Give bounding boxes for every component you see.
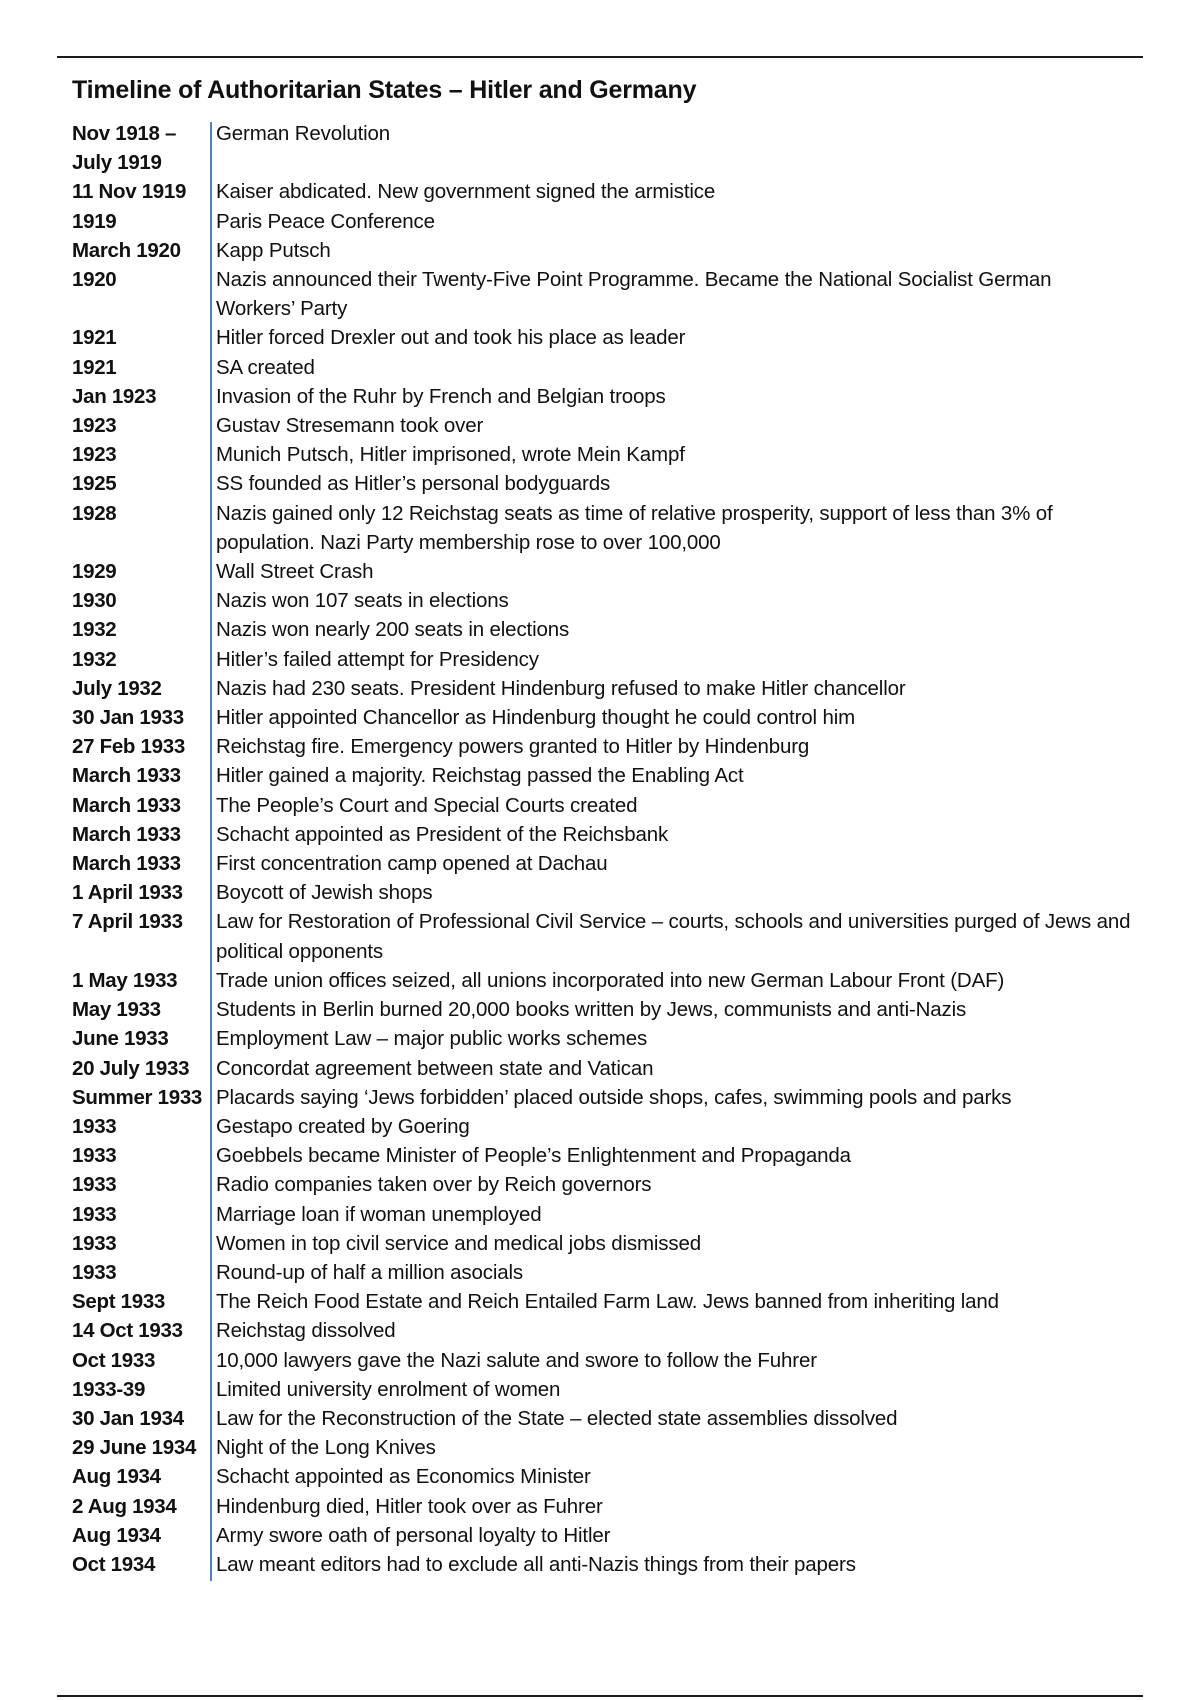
- entry-event: Placards saying ‘Jews forbidden’ placed outside shops, cafes, swimming pools and parks: [216, 1085, 1012, 1109]
- entry-date: 7 April 1933: [72, 910, 183, 934]
- timeline-list: [72, 119, 1132, 1579]
- entry-date: 1921: [72, 355, 117, 379]
- entry-date: July 1932: [72, 676, 162, 700]
- entry-event: Munich Putsch, Hitler imprisoned, wrote Mein Kampf: [216, 443, 685, 467]
- entry-date: 27 Feb 1933: [72, 735, 185, 759]
- entry-date: March 1933: [72, 822, 181, 846]
- entry-event: Hitler forced Drexler out and took his place as leader: [216, 326, 686, 350]
- timeline-entry: [72, 1521, 1132, 1550]
- entry-date: 1933: [72, 1202, 117, 1226]
- entry-date: 1933: [72, 1144, 117, 1168]
- entry-date: Summer 1933: [72, 1085, 203, 1109]
- entry-event: Reichstag fire. Emergency powers granted to Hitler by Hindenburg: [216, 735, 810, 759]
- timeline-entry: [72, 1316, 1132, 1345]
- entry-date: 1930: [72, 589, 117, 613]
- entry-date: June 1933: [72, 1027, 169, 1051]
- entry-date: 1932: [72, 618, 117, 642]
- timeline-entry: [72, 353, 1132, 382]
- entry-event: Gestapo created by Goering: [216, 1114, 470, 1138]
- entry-event: Hitler gained a majority. Reichstag passed the Enabling Act: [216, 764, 744, 788]
- timeline-entry: [72, 440, 1132, 469]
- entry-date: 1932: [72, 647, 117, 671]
- entry-event: Goebbels became Minister of People’s Enlightenment and Propaganda: [216, 1144, 851, 1168]
- entry-event: Concordat agreement between state and Vatican: [216, 1056, 654, 1080]
- entry-date: 1923: [72, 414, 117, 438]
- entry-event: First concentration camp opened at Dachau: [216, 852, 608, 876]
- entry-date: March 1933: [72, 764, 181, 788]
- entry-date: March 1920: [72, 238, 181, 262]
- entry-date: Aug 1934: [72, 1465, 161, 1489]
- timeline-entry: [72, 265, 1132, 323]
- entry-event: Law meant editors had to exclude all anti-Nazis things from their papers: [216, 1552, 856, 1576]
- timeline-entry: [72, 1229, 1132, 1258]
- entry-date: 1933: [72, 1260, 117, 1284]
- entry-event: Army swore oath of personal loyalty to Hitler: [216, 1523, 611, 1547]
- timeline-entry: [72, 1083, 1132, 1112]
- entry-date: March 1933: [72, 852, 181, 876]
- entry-event: SA created: [216, 355, 315, 379]
- bottom-rule: [57, 1695, 1143, 1697]
- entry-event: Night of the Long Knives: [216, 1436, 436, 1460]
- entry-event: Hitler appointed Chancellor as Hindenburg thought he could control him: [216, 706, 856, 730]
- entry-event: Limited university enrolment of women: [216, 1377, 561, 1401]
- entry-date: 1933: [72, 1231, 117, 1255]
- entry-date: March 1933: [72, 793, 181, 817]
- timeline-entry: [72, 1492, 1132, 1521]
- entry-date: 1928: [72, 501, 117, 525]
- timeline-entry: [72, 1112, 1132, 1141]
- timeline-entry: [72, 1287, 1132, 1316]
- entry-event: Students in Berlin burned 20,000 books written by Jews, communists and anti-Nazis: [216, 998, 967, 1022]
- entry-event: Invasion of the Ruhr by French and Belgian troops: [216, 384, 666, 408]
- entry-event: The People’s Court and Special Courts created: [216, 793, 638, 817]
- entry-event: Women in top civil service and medical jobs dismissed: [216, 1231, 702, 1255]
- timeline-entry: [72, 1462, 1132, 1491]
- timeline-entry: [72, 1200, 1132, 1229]
- entry-date: 11 Nov 1919: [72, 180, 187, 204]
- entry-date: Jan 1923: [72, 384, 157, 408]
- entry-date: 1 April 1933: [72, 881, 183, 905]
- timeline-entry: [72, 1024, 1132, 1053]
- entry-event: Round-up of half a million asocials: [216, 1260, 523, 1284]
- timeline-entry: [72, 1375, 1132, 1404]
- entry-date: 1919: [72, 209, 117, 233]
- timeline-entry: [72, 732, 1132, 761]
- entry-event: Nazis had 230 seats. President Hindenburg refused to make Hitler chancellor: [216, 676, 906, 700]
- entry-date: 29 June 1934: [72, 1436, 197, 1460]
- timeline-entry: [72, 469, 1132, 498]
- timeline-entry: [72, 177, 1132, 206]
- entry-event: Law for the Reconstruction of the State – elected state assemblies dissolved: [216, 1406, 898, 1430]
- timeline-entry: [72, 236, 1132, 265]
- timeline-entry: [72, 557, 1132, 586]
- entry-event: Nazis won 107 seats in elections: [216, 589, 509, 613]
- timeline-entry: [72, 674, 1132, 703]
- timeline-entry: [72, 586, 1132, 615]
- entry-date: 1923: [72, 443, 117, 467]
- entry-date: 20 July 1933: [72, 1056, 190, 1080]
- entry-date: 1 May 1933: [72, 968, 178, 992]
- entry-date: 1929: [72, 560, 117, 584]
- entry-date: 2 Aug 1934: [72, 1494, 177, 1518]
- entry-event: Hitler’s failed attempt for Presidency: [216, 647, 539, 671]
- entry-date: 1933: [72, 1114, 117, 1138]
- entry-event: Nazis announced their Twenty-Five Point Programme. Became the National Socialist German Workers’ Party: [216, 268, 1052, 321]
- entry-event: SS founded as Hitler’s personal bodyguards: [216, 472, 611, 496]
- entry-event: Reichstag dissolved: [216, 1319, 396, 1343]
- timeline-entry: [72, 645, 1132, 674]
- timeline-entry: [72, 1258, 1132, 1287]
- timeline-entry: [72, 791, 1132, 820]
- entry-date: Aug 1934: [72, 1523, 161, 1547]
- timeline-entry: [72, 1550, 1132, 1579]
- timeline-entry: [72, 1346, 1132, 1375]
- timeline-entry: [72, 382, 1132, 411]
- entry-date: 30 Jan 1934: [72, 1406, 184, 1430]
- entry-event: German Revolution: [216, 122, 391, 145]
- entry-event: Marriage loan if woman unemployed: [216, 1202, 542, 1226]
- entry-date: 1933-39: [72, 1377, 146, 1401]
- timeline-entry: [72, 323, 1132, 352]
- entry-event: Law for Restoration of Professional Civil Service – courts, schools and universities purged of Jews and political opponents: [216, 910, 1131, 963]
- entry-date: 1925: [72, 472, 117, 496]
- entry-event: Radio companies taken over by Reich governors: [216, 1173, 652, 1197]
- entry-date: 1921: [72, 326, 117, 350]
- timeline-entry: [72, 1433, 1132, 1462]
- timeline-entry: [72, 703, 1132, 732]
- timeline-entry: [72, 995, 1132, 1024]
- timeline-entry: [72, 1170, 1132, 1199]
- entry-date: Oct 1934: [72, 1552, 156, 1576]
- timeline-entry: [72, 1141, 1132, 1170]
- page-title: Timeline of Authoritarian States – Hitler and Germany: [72, 76, 697, 104]
- timeline-entry: [72, 966, 1132, 995]
- entry-event: Paris Peace Conference: [216, 209, 435, 233]
- top-rule: [57, 56, 1143, 58]
- timeline-entry: [72, 119, 1132, 177]
- entry-event: Employment Law – major public works schemes: [216, 1027, 648, 1051]
- timeline-entry: [72, 1404, 1132, 1433]
- timeline-entry: [72, 820, 1132, 849]
- timeline-entry: [72, 761, 1132, 790]
- entry-event: Gustav Stresemann took over: [216, 414, 484, 438]
- timeline-entry: [72, 907, 1132, 965]
- entry-date: 14 Oct 1933: [72, 1319, 183, 1343]
- entry-event: Kaiser abdicated. New government signed the armistice: [216, 180, 716, 204]
- entry-event: Trade union offices seized, all unions incorporated into new German Labour Front (DAF): [216, 968, 1005, 992]
- entry-date: 30 Jan 1933: [72, 706, 184, 730]
- entry-event: Kapp Putsch: [216, 238, 331, 262]
- entry-date: 1920: [72, 268, 117, 292]
- entry-event: Schacht appointed as President of the Reichsbank: [216, 822, 669, 846]
- entry-date: Nov 1918 – July 1919: [72, 122, 177, 175]
- timeline-entry: [72, 849, 1132, 878]
- entry-event: 10,000 lawyers gave the Nazi salute and swore to follow the Fuhrer: [216, 1348, 817, 1372]
- timeline-entry: [72, 1054, 1132, 1083]
- entry-event: Schacht appointed as Economics Minister: [216, 1465, 591, 1489]
- timeline-entry: [72, 411, 1132, 440]
- entry-date: Oct 1933: [72, 1348, 156, 1372]
- timeline-entry: [72, 615, 1132, 644]
- entry-event: Nazis won nearly 200 seats in elections: [216, 618, 570, 642]
- entry-date: Sept 1933: [72, 1290, 166, 1314]
- entry-event: The Reich Food Estate and Reich Entailed Farm Law. Jews banned from inheriting land: [216, 1290, 999, 1314]
- entry-date: 1933: [72, 1173, 117, 1197]
- timeline-entry: [72, 207, 1132, 236]
- entry-event: Wall Street Crash: [216, 560, 374, 584]
- timeline-entry: [72, 878, 1132, 907]
- entry-date: May 1933: [72, 998, 161, 1022]
- entry-event: Hindenburg died, Hitler took over as Fuhrer: [216, 1494, 603, 1518]
- entry-event: Boycott of Jewish shops: [216, 881, 433, 905]
- entry-event: Nazis gained only 12 Reichstag seats as time of relative prosperity, support of less than 3% of population. Nazi Party membership rose to over 100,000: [216, 501, 1053, 554]
- timeline-entry: [72, 499, 1132, 557]
